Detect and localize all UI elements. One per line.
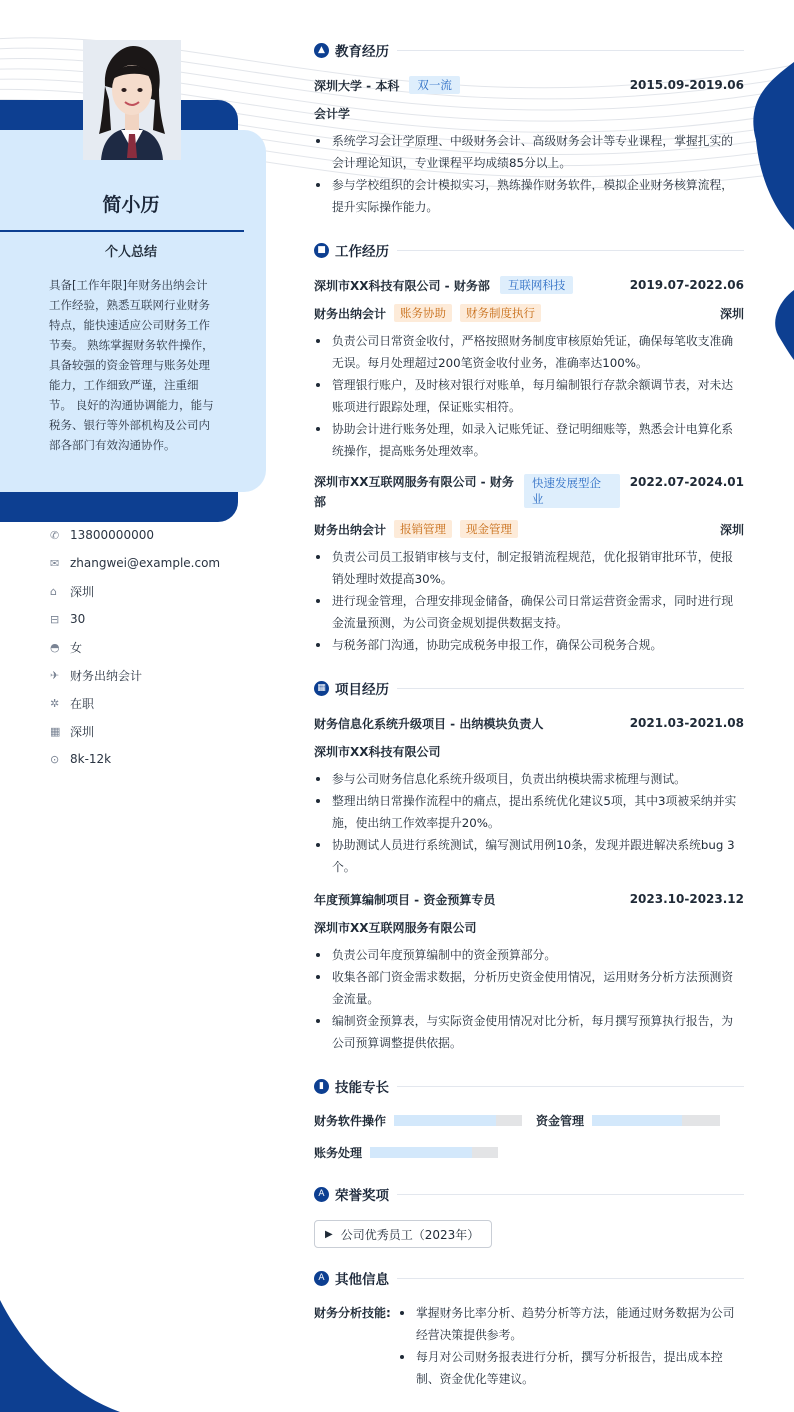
contact-position [50,661,280,689]
avatar-portrait [83,40,181,160]
other-bullets [398,1302,744,1390]
briefcase-icon: ■ [314,243,329,258]
skill-bar-fill [592,1115,682,1126]
skill-tag: 财务制度执行 [460,304,541,322]
bullet-item: 每月对公司财务报表进行分析，撰写分析报告，提出成本控制、资金优化等建议。 [398,1346,744,1390]
other-row [314,1302,744,1390]
skill-bar-fill [370,1147,472,1158]
contact-gender [50,633,280,661]
job-city: 深圳 [719,306,744,321]
bullet-item: 参与公司财务信息化系统升级项目，负责出纳模块需求梳理与测试。 [314,768,744,790]
info-icon: A [314,1271,329,1286]
education-row [314,74,744,96]
project-company: 深圳市XX科技有限公司 [314,744,441,759]
skill-tag: 报销管理 [394,520,452,538]
summary-heading: 个人总结 [104,245,157,260]
contact-value: zhangwei@example.com [70,556,221,570]
bullet-item: 系统学习会计学原理、中级财务会计、高级财务会计等专业课程，掌握扎实的会计理论知识，专业课程平均成绩85分以上。 [314,130,744,174]
salary-icon: ⊙ [50,752,60,766]
job-role-row [314,518,744,540]
contact-status [50,689,280,717]
job-header [314,472,744,512]
section-divider [397,50,744,51]
bullet-item: 收集各部门资金需求数据，分析历史资金使用情况，运用财务分析方法预测资金流量。 [314,966,744,1010]
skill-bar-fill [394,1115,496,1126]
profile-name: 简小历 [102,194,160,216]
bullet-item: 编制资金预算表，与实际资金使用情况对比分析，每月撰写预算执行报告，为公司预算调整提供依据。 [314,1010,744,1054]
school-name: 深圳大学 - 本科 [314,78,400,93]
project-date: 2021.03-2021.08 [629,716,744,730]
other-section-header [314,1266,744,1290]
contact-salary [50,745,280,773]
contact-list [50,521,280,773]
bullet-item: 负责公司员工报销审核与支付，制定报销流程规范，优化报销审批环节，使报销处理时效提高30%。 [314,546,744,590]
main-content [314,38,744,1390]
job-date: 2019.07-2022.06 [629,278,744,292]
home-icon: ⌂ [50,584,57,598]
graduation-cap-icon: ▲ [314,43,329,58]
company-tag: 快速发展型企业 [524,474,620,508]
bullet-item: 参与学校组织的会计模拟实习，熟练操作财务软件，模拟企业财务核算流程，提升实际操作能力。 [314,174,744,218]
section-divider [397,1086,744,1087]
education-date: 2015.09-2019.06 [629,78,744,92]
education-section-header [314,38,744,62]
profile-photo [83,40,181,160]
position-icon: ✈ [50,668,60,682]
section-title: 荣誉奖项 [335,1188,389,1204]
bullet-item: 进行现金管理，合理安排现金储备，确保公司日常运营资金需求，同时进行现金流量预测，为公司资金规划提供数据支持。 [314,590,744,634]
skill-item [314,1136,744,1168]
contact-email [50,549,280,577]
skill-name: 财务软件操作 [314,1113,387,1128]
section-divider [397,1278,744,1279]
bottom-band [0,488,238,522]
job-city: 深圳 [719,522,744,537]
job-role-row [314,302,744,324]
bullet-item: 与税务部门沟通，协助完成税务申报工作，确保公司税务合规。 [314,634,744,656]
honor-item [314,1220,492,1248]
job-role: 财务出纳会计 [314,306,387,321]
contact-phone [50,521,280,549]
play-icon: ▶ [325,1228,333,1240]
section-divider [397,250,744,251]
section-title: 教育经历 [335,44,389,60]
school-tag: 双一流 [409,76,460,94]
work-section-header [314,238,744,262]
contact-value: 8k-12k [70,752,112,766]
skill-bar [592,1115,720,1126]
company-tag: 互联网科技 [500,276,574,294]
contact-city [50,717,280,745]
award-icon: A [314,1187,329,1202]
project-section-header [314,676,744,700]
honor-list [314,1220,744,1248]
contact-value: 女 [70,640,83,655]
skill-name: 账务处理 [314,1145,363,1160]
project-company-row [314,740,744,762]
bullet-item: 协助会计进行账务处理，如录入记账凭证、登记明细账等，熟悉会计电算化系统操作，提高账务处理效率。 [314,418,744,462]
contact-value: 深圳 [70,724,95,739]
bullet-item: 协助测试人员进行系统测试，编写测试用例10条，发现并跟进解决系统bug 3个。 [314,834,744,878]
bar-chart-icon: ▮ [314,1079,329,1094]
project-company: 深圳市XX互联网服务有限公司 [314,920,477,935]
section-divider [397,1194,744,1195]
education-major-row [314,102,744,124]
contact-location [50,577,280,605]
other-label: 财务分析技能: [314,1306,391,1320]
section-title: 项目经历 [335,682,389,698]
contact-value: 财务出纳会计 [70,668,143,683]
education-bullets [314,130,744,218]
project-name: 年度预算编制项目 - 资金预算专员 [314,892,496,907]
bullet-item: 整理出纳日常操作流程中的痛点，提出系统优化建议5项，其中3项被采纳并实施，使出纳工作效率提升20%。 [314,790,744,834]
honors-section-header [314,1182,744,1206]
skill-item [536,1104,720,1136]
bullet-item: 负责公司年度预算编制中的资金预算部分。 [314,944,744,966]
skill-item [314,1104,522,1136]
project-header [314,712,744,734]
project-bullets [314,944,744,1054]
status-icon: ✲ [50,696,60,710]
summary-text: 具备[工作年限]年财务出纳会计工作经验，熟悉互联网行业财务特点，能快速适应公司财务工作节奏。 熟练掌握财务软件操作，具备较强的资金管理与账务处理能力，工作细致严谨，注重细节。 良好的沟通协调能力，能与税务、银行等外部机构及公司内部各部门有效沟通协作。 [49,278,214,452]
project-company-row [314,916,744,938]
left-column [0,0,290,1412]
section-title: 其他信息 [335,1272,389,1288]
skill-bar [370,1147,498,1158]
bullet-item: 管理银行账户，及时核对银行对账单，每月编制银行存款余额调节表，对未达账项进行跟踪处理，保证账实相符。 [314,374,744,418]
section-divider [397,688,744,689]
phone-icon: ✆ [50,528,60,542]
bullet-item: 掌握财务比率分析、趋势分析等方法，能通过财务数据为公司经营决策提供参考。 [398,1302,744,1346]
section-title: 工作经历 [335,244,389,260]
grid-icon: ▦ [314,681,329,696]
major: 会计学 [314,106,351,121]
skill-name: 资金管理 [536,1113,585,1128]
bullet-item: 负责公司日常资金收付，严格按照财务制度审核原始凭证，确保每笔收支准确无误。每月处理超过200笔资金收付业务，准确率达100%。 [314,330,744,374]
contact-value: 在职 [70,696,95,711]
gender-icon: ◓ [50,640,60,654]
contact-age [50,605,280,633]
section-title: 技能专长 [335,1080,389,1096]
age-icon: ⊟ [50,612,60,626]
contact-value: 13800000000 [70,528,154,542]
skills-section-header [314,1074,744,1098]
company-name: 深圳市XX科技有限公司 - 财务部 [314,278,490,293]
contact-value: 深圳 [70,584,95,599]
skill-tag: 现金管理 [460,520,518,538]
project-bullets [314,768,744,878]
name-divider [0,230,244,232]
honor-text: 公司优秀员工（2023年） [340,1227,480,1242]
company-name: 深圳市XX互联网服务有限公司 - 财务部 [314,475,514,509]
project-header [314,888,744,910]
job-date: 2022.07-2024.01 [629,475,744,489]
city-icon: ▦ [50,724,61,738]
project-name: 财务信息化系统升级项目 - 出纳模块负责人 [314,716,544,731]
skill-bar [394,1115,522,1126]
project-date: 2023.10-2023.12 [629,892,744,906]
contact-value: 30 [70,612,86,626]
job-role: 财务出纳会计 [314,522,387,537]
job-bullets [314,546,744,656]
job-header [314,274,744,296]
job-bullets [314,330,744,462]
mail-icon: ✉ [50,556,60,570]
skills-row [314,1104,744,1136]
skill-tag: 账务协助 [394,304,452,322]
